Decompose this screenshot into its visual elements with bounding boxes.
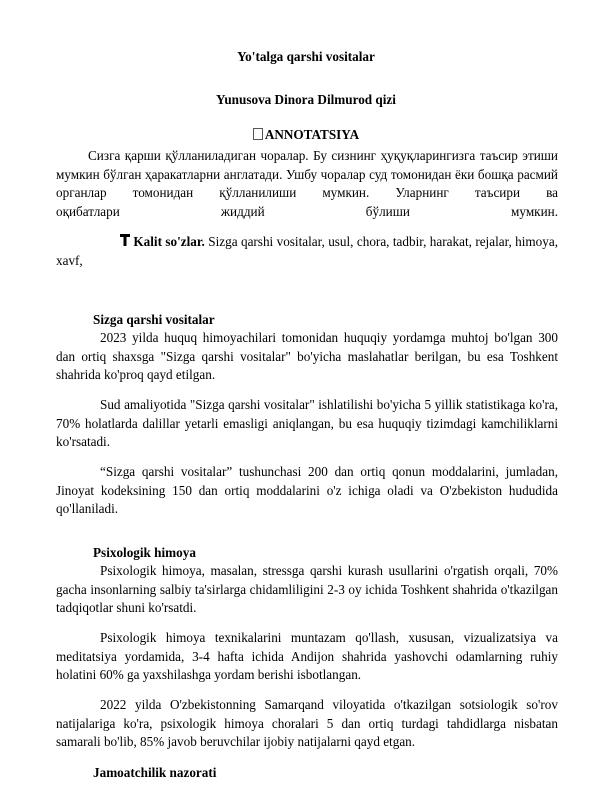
abstract-heading-text: ANNOTATSIYA [264,127,360,142]
section-paragraph: 2023 yilda huquq himoyachilari tomonidan huquqiy yordamga muhtoj bo'lgan 300 dan ortiq shaxsga "Sizga qarshi vositalar" bo'yicha maslahatlar berilgan, bu esa Toshkent shahrida ko'proq qayd etilgan. [56,330,558,382]
section-paragraph: 2022 yilda O'zbekistonning Samarqand viloyatida o'tkazilgan sotsiologik so'rov natijalariga ko'ra, psixologik himoya choralari 5 dan ortiq turdagi tahdidlarga nisbatan samarali bo'lib, 85% javob beruvchilar ijobiy natijalarni qayd etgan. [56,697,558,749]
section-paragraph: Sud amaliyotida "Sizga qarshi vositalar" ishlatilishi bo'yicha 5 yillik statistikaga ko'ra, 70% holatlarda dalillar yetarli emasligi aniqlangan, bu esa huquqiy tizimdagi kamchiliklarni ko'rsatadi. [56,397,558,449]
missing-glyph-icon [253,128,263,140]
section-paragraph: “Sizga qarshi vositalar” tushunchasi 200 dan ortiq qonun moddalarini, jumladan, Jinoyat kodeksining 150 dan ortiq moddalarini o'z ichiga oladi va O'zbekiston hududida qo'llaniladi. [56,464,558,516]
author-name: Yunusova Dinora Dilmurod qizi [216,92,396,107]
abstract-text-part-1: Сизга қарши қўлланиладиган чоралар. Бу сизнинг ҳуқуқларингизга таъсир этиши мумкин бўлган ҳаракатларни англатади. Ушбу чоралар суд томонидан ёки бошқа расмий органлар томонидан қўлланилиши мумкин. Уларнинг таъсири ва [56,148,558,200]
section-heading: Psixologik himoya [93,545,196,560]
section-heading: Sizga qarshi vositalar [93,312,215,327]
section-heading: Jamoatchilik nazorati [93,765,217,780]
paper-title: Yo'talga qarshi vositalar [237,49,375,64]
section-paragraph: Psixologik himoya texnikalarini muntazam qo'llash, xususan, vizualizatsiya va meditatsiya yordamida, 3-4 hafta ichida Andijon shahrida yashovchi odamlarning ruhiy holatini 60% ga yaxshilashga yordam berishi isbotlangan. [56,630,558,682]
abstract-paragraph [56,147,558,221]
abstract-heading [0,126,612,145]
keywords-label: Kalit so'zlar. [133,234,205,249]
keywords-text: Sizga qarshi vositalar, usul, chora, tadbir, harakat, rejalar, himoya, xavf, [56,234,559,268]
pin-icon [88,233,130,252]
abstract-text-part-2: оқибатлари жиддий бўлиши мумкин. [56,203,558,219]
keywords-paragraph [56,233,558,270]
section-paragraph: Psixologik himoya, masalan, stressga qarshi kurash usullarini o'rgatish orqali, 70% gacha insonlarning salbiy ta'sirlarga chidamliligini 2-3 oy ichida Toshkent shahrida o'tkazilgan tadqiqotlar shuni ko'rsatdi. [56,563,558,615]
